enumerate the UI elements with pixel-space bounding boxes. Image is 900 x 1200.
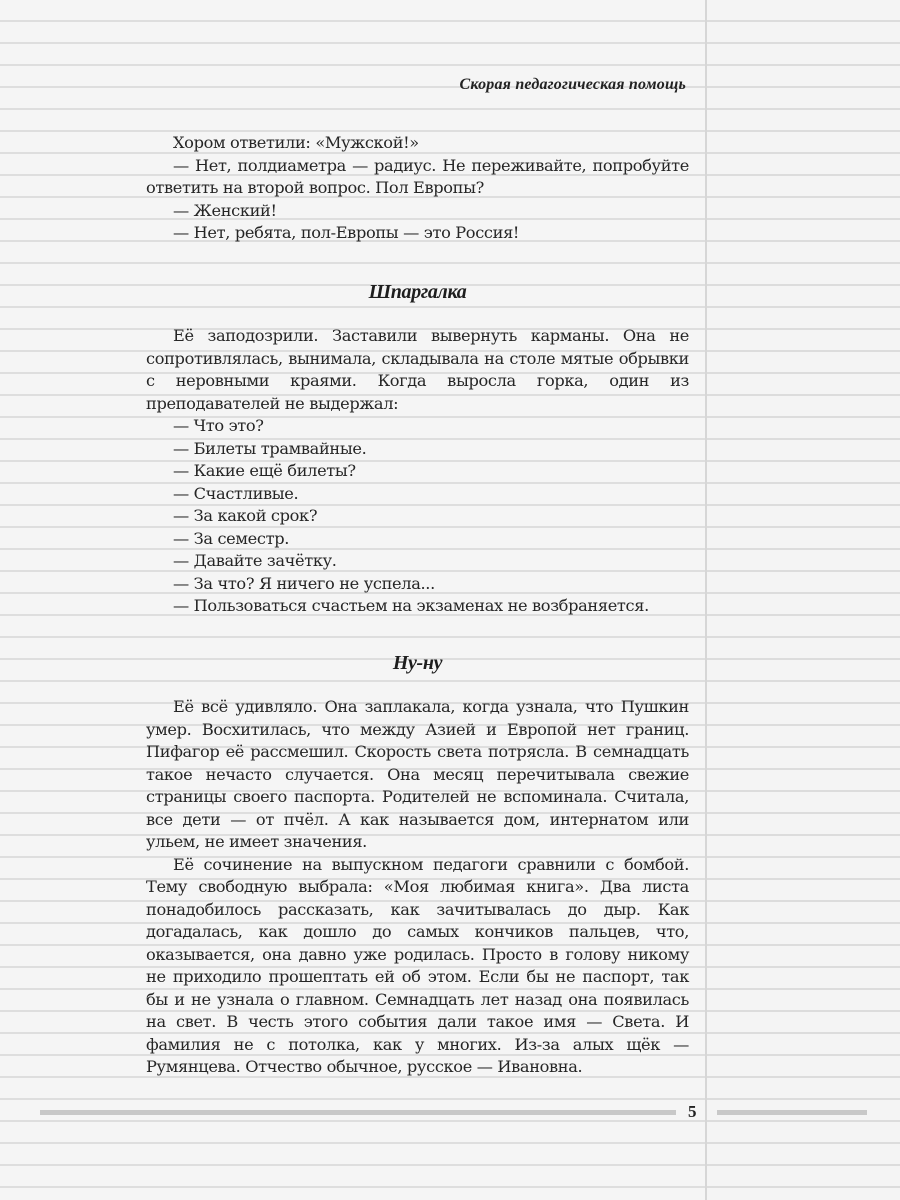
dialogue-line: — Билеты трамвайные. (173, 438, 367, 458)
dialogue-line: — За семестр. (173, 528, 290, 548)
dialogue-line: — Давайте зачётку. (173, 551, 337, 570)
intro-line: — Нет, полдиаметра — радиус. Не переживайте, попробуйте ответить на второй вопрос. Пол Европы? (146, 155, 689, 197)
footer-rule-right (717, 1110, 867, 1115)
dialogue-line: — Пользоваться счастьем на экзаменах не возбраняется. (173, 596, 649, 615)
section2-paragraph: Её всё удивляло. Она заплакала, когда узнала, что Пушкин умер. Восхитилась, что между Азией и Европой нет границ. Пифагор её рассмешил. Скорость света потрясла. В семнадцать такое нечасто случается. Она месяц перечитывала свежие страницы своего паспорта. Родителей не вспоминала. Считала, все дети — от пчёл. А как называется дом, интернатом или ульем, не имеет значения. (146, 697, 689, 851)
intro-line: Хором ответили: «Мужской!» (173, 133, 419, 152)
dialogue-line: — За какой срок? (173, 506, 318, 525)
page-content (146, 132, 689, 1079)
dialogue-line: — Счастливые. (173, 483, 299, 503)
dialogue-line: — Какие ещё билеты? (173, 461, 356, 480)
running-head: Скорая педагогическая помощь (459, 76, 686, 93)
intro-line: — Женский! (173, 200, 277, 220)
section-title-nu-nu: Ну-ну (392, 651, 443, 674)
dialogue-line: — Что это? (173, 416, 264, 435)
page-edge-line (705, 0, 707, 1200)
section1-paragraph: Её заподозрили. Заставили вывернуть карманы. Она не сопротивлялась, вынимала, складывала на столе мятые обрывки с неровными краями. Когда выросла горка, один из преподавателей не выдержал: (146, 326, 689, 413)
section2-paragraph: Её сочинение на выпускном педагоги сравнили с бомбой. Тему свободную выбрала: «Моя любимая книга». Два листа понадобилось рассказать, как зачитывалась до дыр. Как догадалась, как дошло до самых кончиков пальцев, что, оказывается, она давно уже родилась. Просто в голову никому не приходило прошептать ей об этом. Если бы не паспорт, так бы и не узнала о главном. Семнадцать лет назад она появилась на свет. В честь этого события дали такое имя — Света. И фамилия не с потолка, как у многих. Из-за алых щёк — Румянцева. Отчество обычное, русское — Ивановна. (146, 854, 689, 1076)
page-number: 5 (688, 1102, 697, 1121)
intro-line: — Нет, ребята, пол-Европы — это Россия! (173, 223, 520, 242)
dialogue-line: — За что? Я ничего не успела... (173, 573, 435, 593)
footer-rule-left (40, 1110, 676, 1115)
section-title-shpargalka: Шпаргалка (368, 280, 467, 303)
